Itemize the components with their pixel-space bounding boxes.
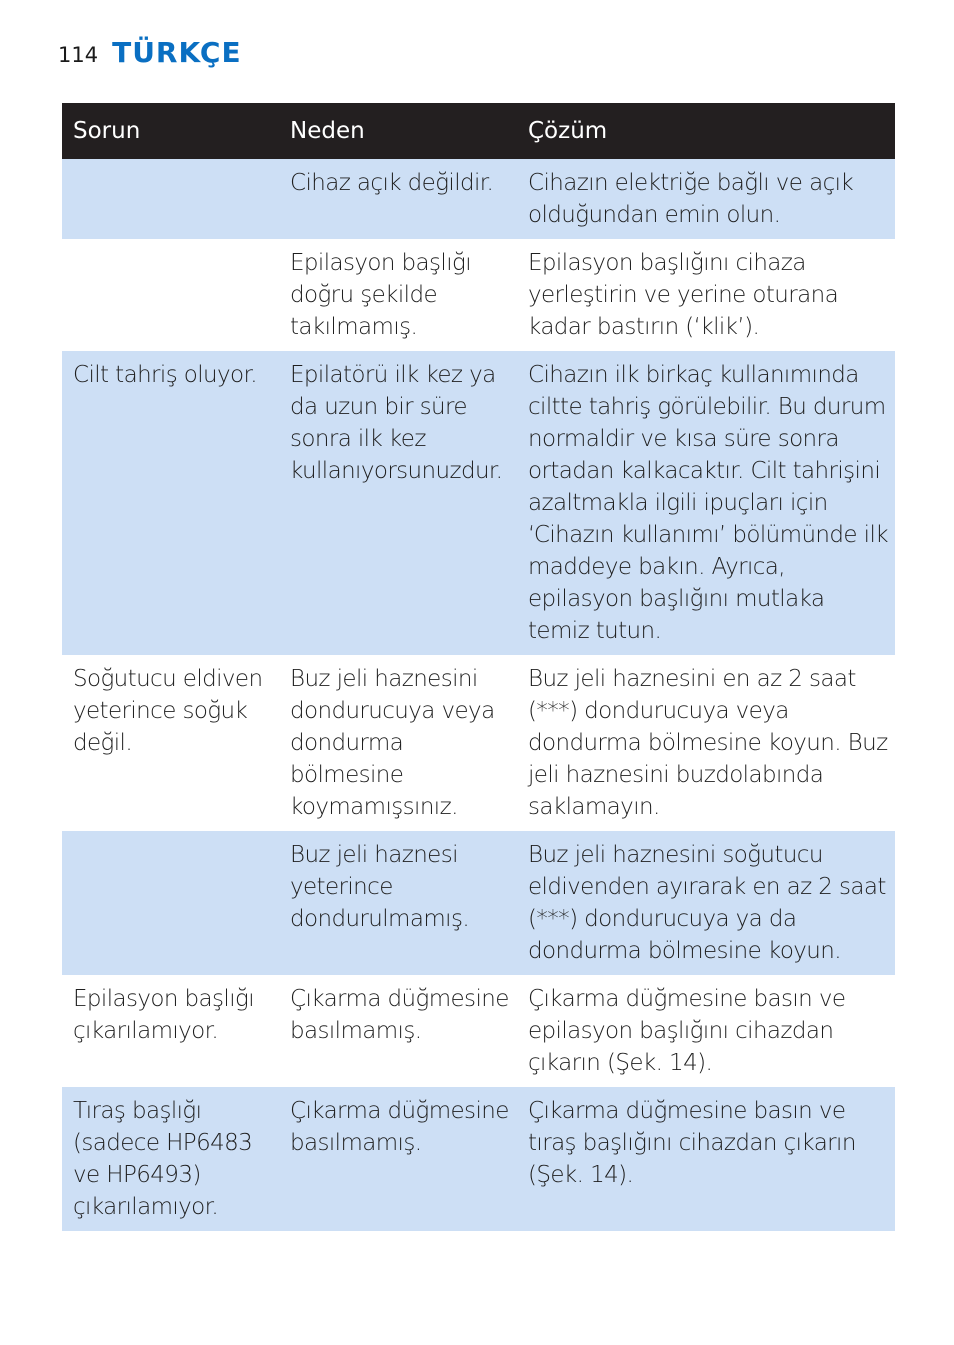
cause-cell: Epilasyon başlığı doğru şekilde takılmamış. [279, 239, 517, 351]
problem-cell [62, 239, 279, 351]
column-header-problem: Sorun [62, 103, 279, 159]
problem-cell: Cilt tahriş oluyor. [62, 351, 279, 655]
solution-cell: Çıkarma düğmesine basın ve epilasyon başlığını cihazdan çıkarın (Şek. 14). [517, 975, 895, 1087]
cause-cell: Çıkarma düğmesine basılmamış. [279, 975, 517, 1087]
problem-cell [62, 831, 279, 975]
troubleshooting-table [62, 103, 895, 1231]
solution-cell: Çıkarma düğmesine basın ve tıraş başlığını cihazdan çıkarın (Şek. 14). [517, 1087, 895, 1231]
table-header [62, 103, 895, 159]
problem-cell: Soğutucu eldiven yeterince soğuk değil. [62, 655, 279, 831]
table-row [62, 975, 895, 1087]
solution-cell: Buz jeli haznesini en az 2 saat (***) dondurucuya veya dondurma bölmesine koyun. Buz jeli haznesini buzdolabında saklamayın. [517, 655, 895, 831]
problem-cell [62, 159, 279, 239]
cause-cell: Çıkarma düğmesine basılmamış. [279, 1087, 517, 1231]
page-number: 114 [58, 43, 99, 67]
cause-cell: Cihaz açık değildir. [279, 159, 517, 239]
solution-cell: Buz jeli haznesini soğutucu eldivenden ayırarak en az 2 saat (***) dondurucuya ya da dondurma bölmesine koyun. [517, 831, 895, 975]
cause-cell: Epilatörü ilk kez ya da uzun bir süre sonra ilk kez kullanıyorsunuzdur. [279, 351, 517, 655]
cause-cell: Buz jeli haznesi yeterince dondurulmamış. [279, 831, 517, 975]
column-header-solution: Çözüm [517, 103, 895, 159]
solution-cell: Epilasyon başlığını cihaza yerleştirin ve yerine oturana kadar bastırın (‘klik’). [517, 239, 895, 351]
solution-cell: Cihazın elektriğe bağlı ve açık olduğundan emin olun. [517, 159, 895, 239]
section-title: TÜRKÇE [112, 36, 242, 69]
table-row [62, 351, 895, 655]
page-header [58, 36, 242, 72]
column-header-cause: Neden [279, 103, 517, 159]
table-row [62, 831, 895, 975]
table-row [62, 1087, 895, 1231]
cause-cell: Buz jeli haznesini dondurucuya veya dondurma bölmesine koymamışsınız. [279, 655, 517, 831]
problem-cell: Epilasyon başlığı çıkarılamıyor. [62, 975, 279, 1087]
problem-cell: Tıraş başlığı (sadece HP6483 ve HP6493) çıkarılamıyor. [62, 1087, 279, 1231]
table-row [62, 655, 895, 831]
table-row [62, 159, 895, 239]
solution-cell: Cihazın ilk birkaç kullanımında ciltte tahriş görülebilir. Bu durum normaldir ve kısa süre sonra ortadan kalkacaktır. Cilt tahrişini azaltmakla ilgili ipuçları için ‘Cihazın kullanımı’ bölümünde ilk maddeye bakın. Ayrıca, epilasyon başlığını mutlaka temiz tutun. [517, 351, 895, 655]
table-row [62, 239, 895, 351]
